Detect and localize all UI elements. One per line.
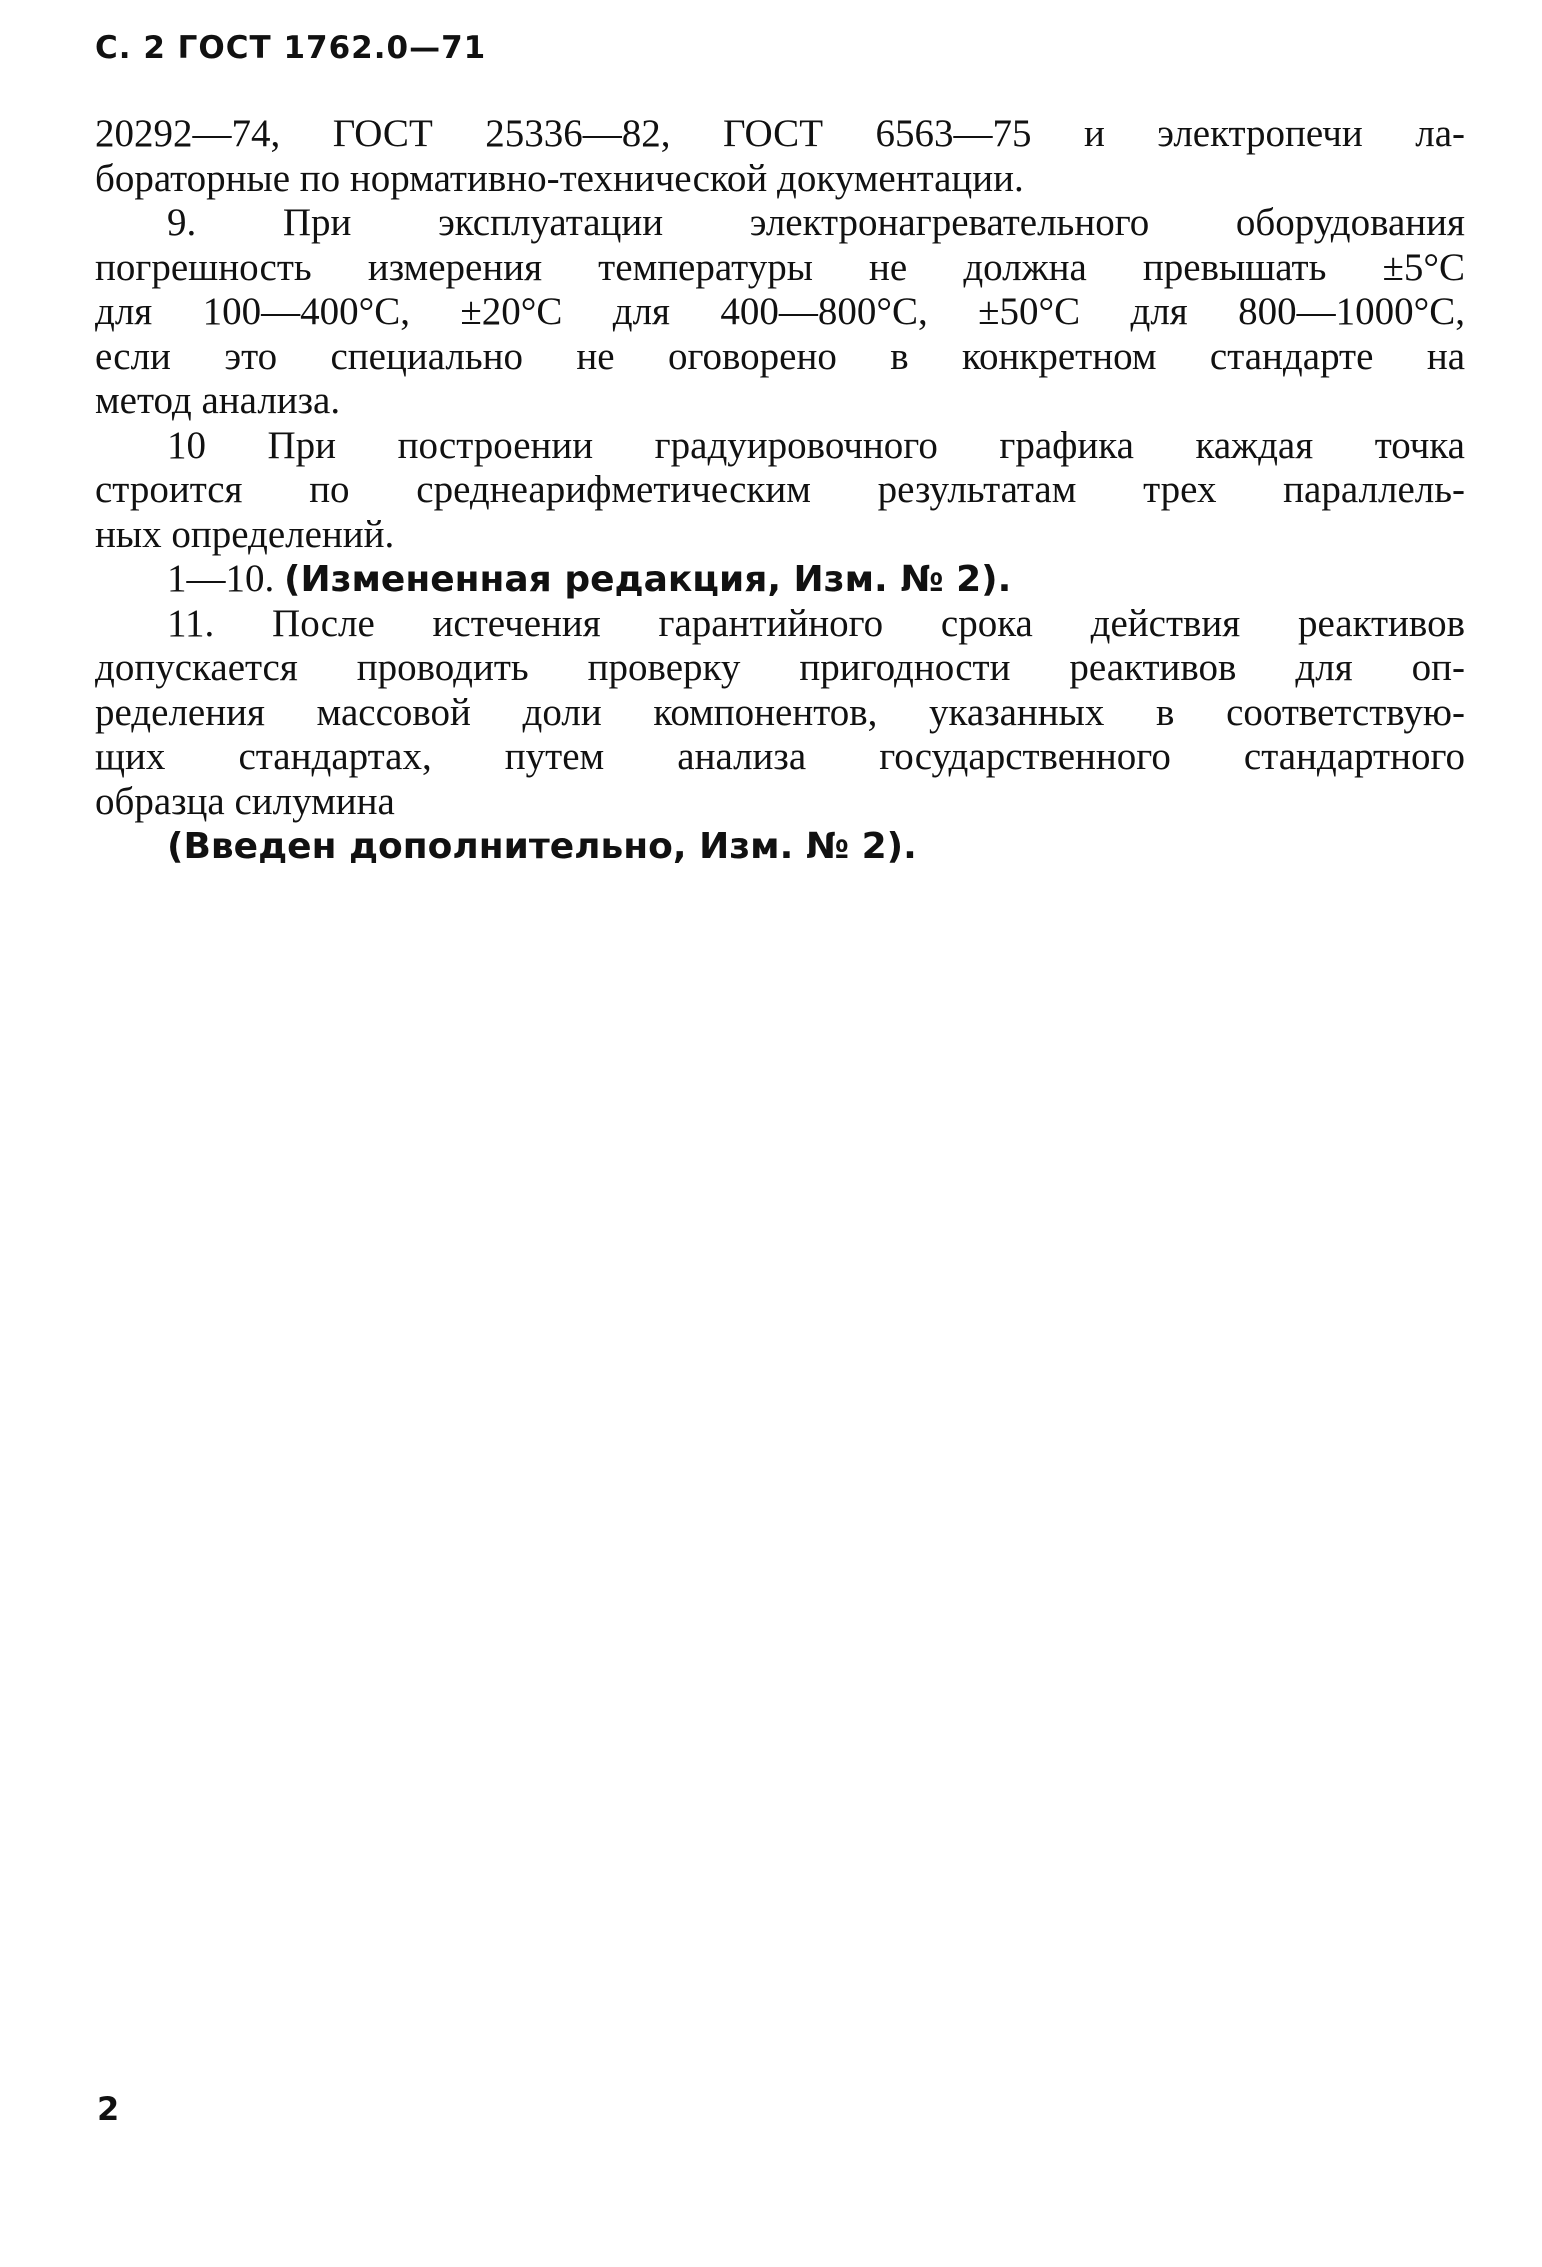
text-line: ных определений. [95, 512, 395, 556]
text-line: 9. При эксплуатации электронагревательного оборудования [167, 201, 1465, 244]
text-line: погрешность измерения температуры не должна превышать ±5°С [95, 245, 1465, 289]
text-line: образца силумина [95, 779, 395, 823]
text-line: 10 При построении градуировочного графика каждая точка [167, 423, 1465, 467]
text-line: бораторные по нормативно-технической документации. [95, 156, 1024, 200]
text-line: 20292—74, ГОСТ 25336—82, ГОСТ 6563—75 и электропечи ла- [95, 112, 1465, 155]
note-prefix: 1—10. [167, 557, 275, 600]
page-number: 2 [97, 2090, 120, 2128]
paragraph-continuation [95, 112, 1465, 201]
amendment-note-11 [95, 824, 1465, 869]
paragraph-item-11 [95, 602, 1465, 825]
text-line: 11. После истечения гарантийного срока действия реактивов [167, 601, 1465, 645]
text-line: допускается проводить проверку пригодности реактивов для оп- [95, 646, 1465, 689]
text-line [95, 557, 1465, 602]
text-line: строится по среднеарифметическим результатам трех параллель- [95, 468, 1465, 511]
running-header: С. 2 ГОСТ 1762.0—71 [95, 30, 487, 66]
amendment-note-1-10 [95, 557, 1465, 602]
text-line: ределения массовой доли компонентов, указанных в соответствую- [95, 690, 1465, 734]
text-line: метод анализа. [95, 379, 341, 422]
text-line: для 100—400°С, ±20°С для 400—800°С, ±50°С для 800—1000°С, [95, 290, 1465, 333]
note-bold: (Введен дополнительно, Изм. № 2). [167, 826, 917, 867]
paragraph-item-10 [95, 424, 1465, 558]
text-line: щих стандартах, путем анализа государственного стандартного [95, 735, 1465, 778]
paragraph-item-9 [95, 201, 1465, 424]
text-line: если это специально не оговорено в конкретном стандарте на [95, 334, 1465, 378]
text-line [95, 824, 1465, 869]
document-body [95, 112, 1465, 869]
note-bold: (Измененная редакция, Изм. № 2). [284, 559, 1012, 600]
